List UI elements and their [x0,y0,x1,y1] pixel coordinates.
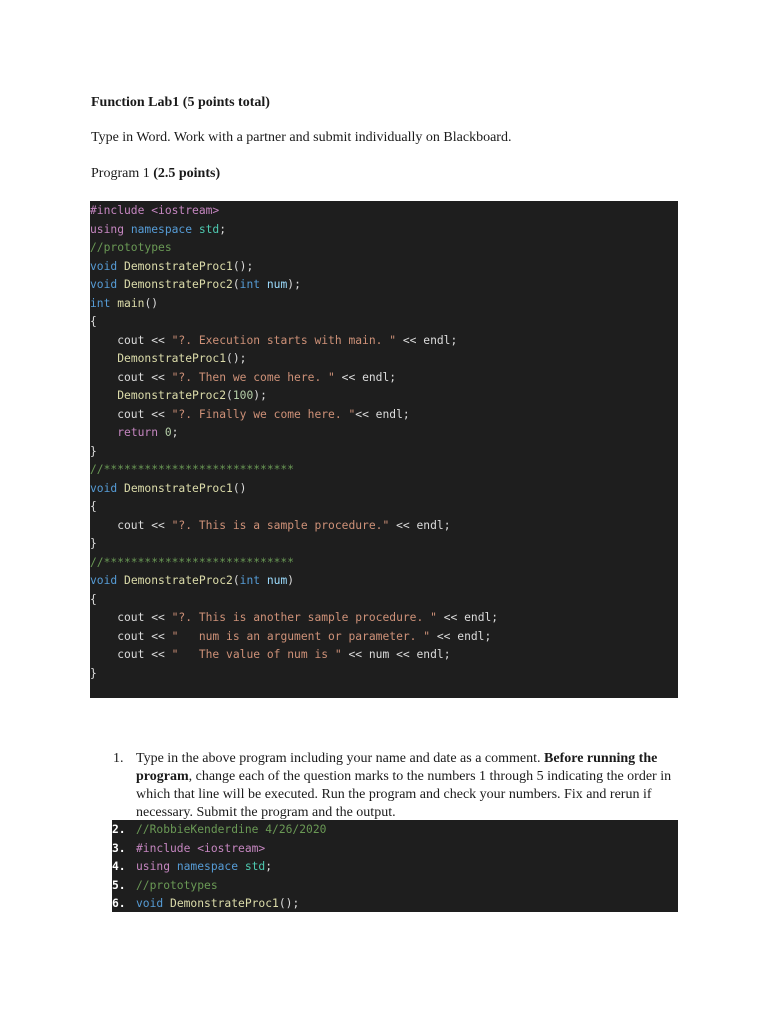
code-line [90,276,678,295]
code-token: using [90,222,131,236]
code-token: DemonstrateProc2 [124,278,233,291]
code-token: void [136,897,171,910]
code-token: (); [278,897,300,910]
code-token: cout << [90,370,172,384]
code-token: namespace [176,860,245,873]
code-token: void [90,259,125,273]
code-token: ( [232,574,240,587]
code-token: ); [287,278,301,291]
code-line [90,591,678,610]
code-token [90,389,117,402]
line-number: 6. [112,897,126,910]
code-token: << endl; [355,407,410,421]
code-token: } [90,444,97,458]
list-item-number: 1. [113,751,124,766]
code-token: void [90,574,125,587]
code-token: std [198,222,220,236]
line-number: 4. [112,860,126,873]
code-block-program-1 [90,201,678,698]
code-line [90,424,678,443]
code-line [112,821,678,840]
code-token: num [266,278,288,291]
code-line [112,840,678,859]
code-token: num [266,574,288,587]
code-line [90,628,678,647]
list-text-after: , change each of the question marks to the numbers 1 through 5 indicating the order in which that line will be executed. Run the program and check your numbers. Fix and rerun if necessary. Submit the program and the output. [136,769,672,820]
code-token: DemonstrateProc1 [124,259,233,273]
list-text-bold: Before running the program [136,751,658,784]
code-line [90,461,678,480]
code-token: //RobbieKenderdine 4/26/2020 [136,823,327,836]
code-line [90,572,678,591]
code-line [90,221,678,240]
code-token: DemonstrateProc2 [124,574,233,587]
code-line [90,498,678,517]
code-token: //**************************** [90,463,295,476]
code-line [90,646,678,665]
code-token: { [90,315,97,328]
code-token: } [90,666,97,680]
code-token: "?. Then we come here. " [171,370,335,384]
code-line [90,387,678,406]
code-token: DemonstrateProc1 [124,481,233,495]
code-token: DemonstrateProc2 [117,389,227,402]
instructions-text: Type in Word. Work with a partner and submit individually on Blackboard. [91,130,512,145]
code-line [90,443,678,462]
code-token: << endl; [430,629,492,643]
code-token: int [90,296,118,310]
code-token: "?. This is a sample procedure." [171,518,390,532]
code-token: ( [232,278,240,291]
program-header [91,165,220,183]
code-token [90,352,117,365]
code-token: 100 [232,389,254,402]
code-token: cout << [90,407,172,421]
code-token: ) [287,574,295,587]
code-token: std [244,860,266,873]
code-token: #include <iostream> [136,841,266,855]
code-line [90,202,678,221]
code-token: int [239,278,267,291]
list-text-before: Type in the above program including your name and date as a comment. [136,751,545,766]
code-line [90,609,678,628]
code-line [90,480,678,499]
code-line [90,258,678,277]
code-token [90,426,117,439]
code-token: #include <iostream> [90,204,220,217]
code-token: int [239,574,267,587]
code-line [112,858,678,877]
code-token: << endl; [396,333,458,347]
code-line [90,517,678,536]
code-token: cout << [90,333,172,347]
code-token: "?. This is another sample procedure. " [171,611,437,624]
code-token: ); [253,389,267,402]
code-token: { [90,500,97,513]
code-token: ; [265,860,273,873]
code-token: " The value of num is " [171,648,342,661]
code-token: << endl; [436,611,499,624]
code-token: ; [219,222,227,236]
code-token: << endl; [334,370,397,384]
code-token: using [136,860,177,873]
code-token: cout << [90,518,172,532]
code-token: main [117,296,145,310]
code-token: << num << endl; [341,648,451,661]
program-points: (2.5 points) [153,166,221,181]
code-line [90,313,678,332]
code-line [90,332,678,351]
line-number: 2. [112,823,126,836]
list-item-text [136,750,686,822]
program-label: Program 1 [91,166,154,181]
code-token: () [232,481,247,495]
code-line [90,239,678,258]
code-token: DemonstrateProc1 [117,352,227,365]
code-token: (); [232,259,254,273]
code-token: "?. Execution starts with main. " [171,333,397,347]
code-token: () [144,296,159,310]
code-token: "?. Finally we come here. " [171,407,356,421]
code-token: { [90,592,97,606]
code-line [90,369,678,388]
code-token: return [117,426,165,439]
code-token: " num is an argument or parameter. " [171,629,431,643]
document-title: Function Lab1 (5 points total) [91,95,270,110]
code-token: namespace [130,222,199,236]
code-token: 0 [164,426,172,439]
code-token: void [90,278,125,291]
code-token: //**************************** [90,555,295,569]
code-line [90,554,678,573]
code-token: void [90,481,125,495]
code-token: } [90,537,97,550]
code-line [112,877,678,896]
code-token: ; [171,426,179,439]
code-line [90,406,678,425]
code-token: cout << [90,611,172,624]
code-token: DemonstrateProc1 [170,897,279,910]
code-token: (); [226,352,247,365]
code-token: cout << [90,629,172,643]
code-block-submission [112,820,678,912]
code-token: //prototypes [90,241,172,254]
code-line [90,665,678,684]
code-line [90,295,678,314]
code-token: << endl; [389,518,451,532]
code-token: //prototypes [136,878,218,892]
line-number: 5. [112,878,126,892]
code-line [90,535,678,554]
code-line [90,350,678,369]
code-line [112,895,678,914]
line-number: 3. [112,841,126,855]
code-token: ( [226,389,233,402]
code-token: cout << [90,648,172,661]
